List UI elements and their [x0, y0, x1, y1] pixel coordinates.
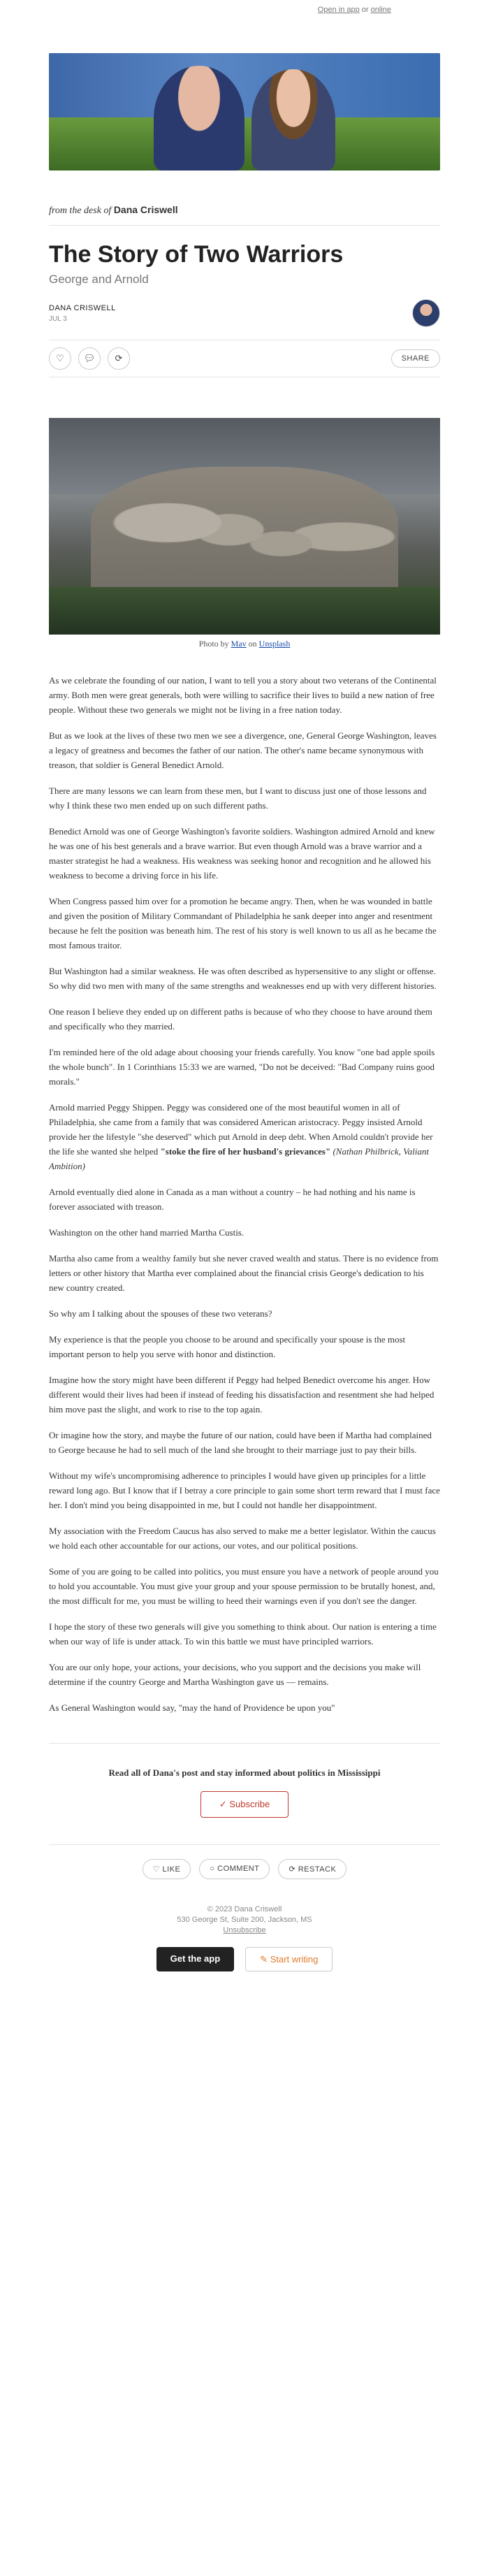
pen-icon: ✎ — [260, 1954, 268, 1964]
unsplash-link[interactable]: Unsplash — [258, 639, 291, 649]
header-photo[interactable] — [49, 53, 440, 171]
paragraph: As we celebrate the founding of our nation, I want to tell you a story about two veterans of the Continental army. Both men were great generals, both were willing to sacrifice their lives to build a new nation of free people. Without these two generals we might not be living in a free nation today. — [49, 675, 437, 715]
paragraph: Some of you are going to be called into politics, you must ensure you have a network of people around you to hold you accountable. You must give your group and your spouse permission to be brutally honest, and, the most difficult for me, you must be willing to heed their warnings even if you don't see the danger. — [49, 1566, 439, 1606]
credit-prefix: Photo by — [198, 639, 231, 649]
cta-text: Read all of Dana's post and stay informed about politics in Mississippi — [108, 1767, 381, 1778]
post-date: JUL 3 — [49, 314, 67, 323]
subscribe-label: Subscribe — [229, 1799, 270, 1809]
paragraph: Washington on the other hand married Martha Custis. — [49, 1227, 245, 1238]
paragraph: Or imagine how the story, and maybe the future of our nation, could have been if Martha had complained to George because he had to sell much of the land she brought to their marriage just to pay their bills. — [49, 1430, 432, 1455]
start-writing-button[interactable] — [245, 1947, 333, 1971]
byline — [49, 299, 440, 327]
paragraph: Without my wife's uncompromising adherence to principles I would have given up principles for a little reward long ago. But I know that if I betray a core principle to gain some short term reward that I must face her. I don't mind you being disappointed in me, but I could not handle her disappointment. — [49, 1470, 440, 1510]
share-button[interactable]: SHARE — [391, 349, 440, 368]
paragraph: I'm reminded here of the old adage about choosing your friends carefully. You know "one bad apple spoils the whole bunch". In 1 Corinthians 15:33 we are warned, "Do not be deceived: "Bad Company ruins good morals." — [49, 1047, 435, 1087]
open-in-app-link[interactable]: Open in app — [317, 6, 360, 14]
hero-person-woman — [251, 69, 335, 171]
subscribe-button[interactable] — [200, 1791, 289, 1818]
restack-button[interactable] — [108, 347, 130, 370]
bold-quote: "stoke the fire of her husband's grievances" — [160, 1146, 331, 1157]
get-app-button[interactable]: Get the app — [156, 1947, 235, 1971]
like-button[interactable] — [49, 347, 71, 370]
author-name[interactable]: DANA CRISWELL — [49, 303, 116, 312]
top-links — [49, 0, 440, 20]
hero-trees — [49, 117, 440, 171]
avatar[interactable] — [412, 299, 440, 327]
photo-caption — [49, 639, 440, 649]
hero-sky — [49, 53, 440, 124]
paragraph: When Congress passed him over for a promotion he became angry. Then, when he was wounded in battle and given the position of Military Commandant of Philadelphia he sank deeper into anger and resentment because he felt the position was beneath him. The rest of his story is well known to us all as he became the most famous traitor. — [49, 896, 437, 950]
divider — [49, 225, 440, 226]
paragraph-text: Arnold married Peggy Shippen. Peggy was considered one of the most beautiful women in all of Philadelphia, she came from a family that was considered American aristocracy. Peggy insisted Arnold provide her the lifestyle "she deserved" which put Arnold in deep debt. When Arnold couldn't provide her the life she wanted she helped — [49, 1102, 433, 1157]
photo-rock-faces — [91, 467, 398, 607]
paragraph-with-quote — [49, 1100, 440, 1173]
unsubscribe-link[interactable]: Unsubscribe — [223, 1926, 266, 1934]
restack-icon: ⟳ — [115, 353, 123, 364]
restack-label: RESTACK — [298, 1865, 337, 1874]
app-buttons — [49, 1947, 440, 1971]
paragraph: But Washington had a similar weakness. He was often described as hypersensitive to any slight or offense. So why did two men with many of the same strengths and weaknesses end up with very different histories. — [49, 966, 437, 991]
paragraph: But as we look at the lives of these two men we see a divergence, one, General George Washington, leaves a legacy of greatness and becomes the father of our nation. The other's name became synonymous with treason, that soldier is General Benedict Arnold. — [49, 730, 437, 770]
subscribe-cta — [49, 1743, 440, 1818]
bottom-actions — [49, 1844, 440, 1879]
paragraph: Benedict Arnold was one of George Washington's favorite soldiers. Washington admired Arnold and knew he was one of his best generals and a brave warrior. But even though Arnold was a brave warrior and a master strategist he had a weakness. His weakness was seeking honor and recognition and he allowed his weakness to become a driving force in his life. — [49, 826, 435, 881]
citation: (Nathan Philbrick, Valiant Ambition) — [49, 1146, 430, 1171]
photographer-link[interactable]: Mav — [231, 639, 247, 649]
mount-rushmore-photo[interactable] — [49, 418, 440, 635]
top-links-separator: or — [359, 6, 371, 14]
paragraph: Imagine how the story might have been different if Peggy had helped Benedict overcome his anger. How different would their lives had been if instead of feeding his dissatisfaction and resentment she had helped him move past the slight, and work to rise to the top again. — [49, 1375, 435, 1414]
photo-forest — [49, 587, 440, 635]
paragraph: Arnold eventually died alone in Canada as a man without a country – he had nothing and his name is forever associated with treason. — [49, 1187, 416, 1212]
start-writing-label: Start writing — [270, 1954, 319, 1964]
email-container — [49, 0, 440, 1971]
paragraph: One reason I believe they ended up on different paths is because of who they choose to have around them and specifically who they married. — [49, 1006, 432, 1032]
online-link[interactable]: online — [370, 6, 391, 14]
paragraph: You are our only hope, your actions, your decisions, who you support and the decisions you make will determine if the country George and Martha Washington gave us — remains. — [49, 1662, 421, 1687]
check-icon: ✓ — [219, 1799, 227, 1809]
like-pill-button[interactable] — [143, 1859, 191, 1879]
paragraph: My association with the Freedom Caucus has also served to make me a better legislator. Within the caucus we hold each other accountable for our actions, our votes, and our political positions. — [49, 1526, 436, 1551]
paragraph: There are many lessons we can learn from these men, but I want to discuss just one of those lessons and why I think these two men ended up on such different paths. — [49, 786, 427, 811]
from-desk-label: from the desk of — [49, 205, 114, 216]
heart-icon: ♡ — [152, 1865, 160, 1874]
paragraph: Martha also came from a wealthy family but she never craved wealth and status. There is no evidence from letters or other history that Martha ever complained about the financial crisis George's dedication to his new country created. — [49, 1253, 439, 1293]
comment-icon: ○ — [210, 1865, 215, 1873]
paragraph: I hope the story of these two generals will give you something to think about. Our nation is entering a time when our way of life is under attack. To win this battle we must have principled warriors. — [49, 1621, 437, 1647]
comment-pill-button[interactable] — [199, 1859, 270, 1879]
comment-label: COMMENT — [217, 1865, 260, 1873]
comment-icon: 💬︎ — [83, 353, 96, 364]
publication-name[interactable] — [49, 204, 440, 217]
restack-pill-button[interactable] — [278, 1859, 346, 1879]
post-title[interactable]: The Story of Two Warriors — [49, 241, 344, 268]
restack-icon: ⟳ — [289, 1865, 296, 1874]
post-subtitle: George and Arnold — [49, 273, 149, 286]
paragraph: So why am I talking about the spouses of these two veterans? — [49, 1308, 272, 1319]
hero-person-man — [154, 66, 245, 171]
comment-button[interactable] — [78, 347, 101, 370]
desk-name: Dana Criswell — [113, 204, 178, 215]
post-body — [49, 673, 440, 1715]
credit-mid: on — [246, 639, 259, 649]
copyright: © 2023 Dana Criswell — [207, 1905, 282, 1913]
paragraph: As General Washington would say, "may the hand of Providence be upon you" — [49, 1702, 335, 1713]
heart-icon: ♡ — [56, 353, 64, 364]
post-actions — [49, 340, 440, 377]
like-label: LIKE — [162, 1865, 181, 1874]
paragraph: My experience is that the people you choose to be around and specifically your spouse is the most important person to help you serve with honor and distinction. — [49, 1334, 406, 1359]
address: 530 George St, Suite 200, Jackson, MS — [177, 1916, 312, 1924]
footer — [49, 1904, 440, 1971]
